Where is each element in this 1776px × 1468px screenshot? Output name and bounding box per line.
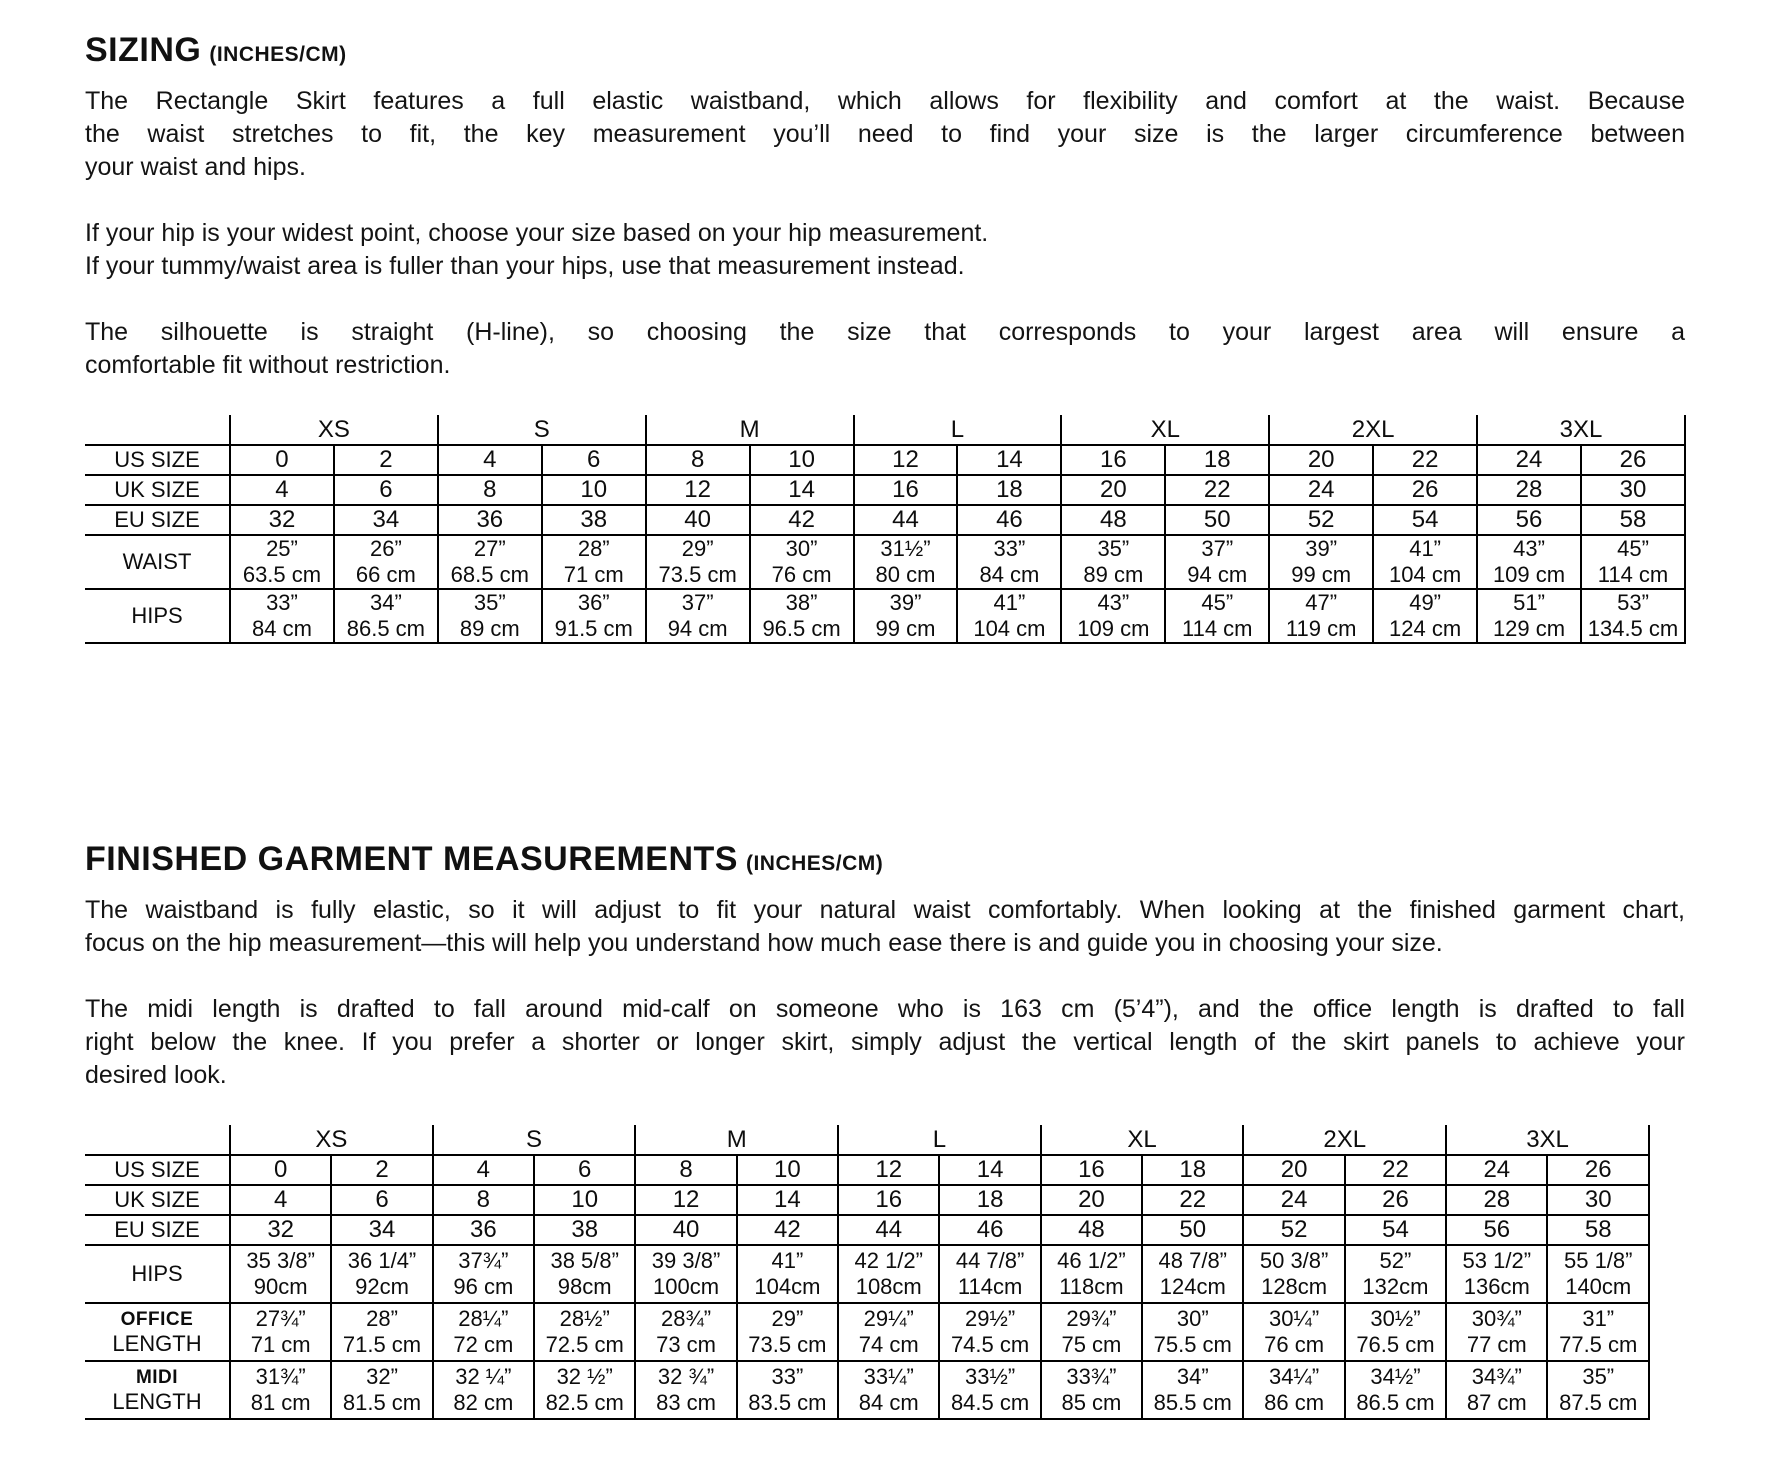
measurement-cell: 30” 76 cm [750, 535, 854, 589]
measurement-cell: 37¾” 96 cm [433, 1245, 534, 1303]
measurement-cell: 18 [957, 475, 1061, 505]
measurement-cell: 26 [1547, 1155, 1649, 1185]
measurement-cell: 38” 96.5 cm [750, 589, 854, 643]
measurement-cell: 14 [750, 475, 854, 505]
measurement-cell: 26” 66 cm [334, 535, 438, 589]
measurement-cell: 20 [1269, 445, 1373, 475]
table-corner-cell [85, 415, 230, 445]
measurement-cell: 24 [1477, 445, 1581, 475]
finished-paragraph-1 [85, 894, 1685, 960]
size-group-label: 3XL [1477, 415, 1685, 445]
measurement-cell: 58 [1547, 1215, 1649, 1245]
size-group-label: XL [1061, 415, 1269, 445]
measurement-cell: 10 [737, 1155, 838, 1185]
measurement-cell: 16 [838, 1185, 939, 1215]
measurement-cell: 58 [1581, 505, 1685, 535]
size-group-label: M [635, 1125, 838, 1155]
measurement-cell: 24 [1243, 1185, 1344, 1215]
measurement-cell: 25” 63.5 cm [230, 535, 334, 589]
size-group-label: 2XL [1269, 415, 1477, 445]
measurement-cell: 29” 73.5 cm [737, 1303, 838, 1361]
measurement-cell: 10 [542, 475, 646, 505]
measurement-cell: 33” 83.5 cm [737, 1361, 838, 1419]
row-label: US SIZE [85, 1155, 230, 1185]
measurement-cell: 48 [1041, 1215, 1142, 1245]
sizing-title: SIZING [85, 31, 202, 69]
body-measurement-table [85, 415, 1776, 644]
measurement-cell: 4 [230, 1185, 331, 1215]
measurement-cell: 56 [1477, 505, 1581, 535]
measurement-cell: 42 [737, 1215, 838, 1245]
measurement-cell: 33” 84 cm [957, 535, 1061, 589]
paragraph-line: The Rectangle Skirt features a full elastic waistband, which allows for flexibility and comfort at the waist. Because [85, 87, 1685, 115]
measurement-cell: 28¼” 72 cm [433, 1303, 534, 1361]
measurement-cell: 14 [939, 1155, 1040, 1185]
measurement-cell: 29” 73.5 cm [646, 535, 750, 589]
measurement-cell: 16 [854, 475, 958, 505]
measurement-cell: 52 [1269, 505, 1373, 535]
size-group-label: XL [1041, 1125, 1244, 1155]
measurement-cell: 47” 119 cm [1269, 589, 1373, 643]
measurement-cell: 28¾” 73 cm [635, 1303, 736, 1361]
finished-paragraph-2 [85, 993, 1685, 1092]
measurement-cell: 22 [1142, 1185, 1243, 1215]
size-group-label: S [433, 1125, 636, 1155]
measurement-cell: 28” 71.5 cm [331, 1303, 432, 1361]
measurement-cell: 20 [1243, 1155, 1344, 1185]
measurement-cell: 41” 104 cm [957, 589, 1061, 643]
measurement-cell: 34 [334, 505, 438, 535]
row-label: OFFICE LENGTH [85, 1303, 230, 1361]
row-label: US SIZE [85, 445, 230, 475]
measurement-cell: 18 [1142, 1155, 1243, 1185]
measurement-cell: 42 [750, 505, 854, 535]
sizing-paragraph-3 [85, 316, 1685, 382]
measurement-cell: 29¼” 74 cm [838, 1303, 939, 1361]
measurement-cell: 35” 89 cm [1061, 535, 1165, 589]
measurement-cell: 50 [1165, 505, 1269, 535]
measurement-cell: 4 [230, 475, 334, 505]
measurement-cell: 28½” 72.5 cm [534, 1303, 635, 1361]
measurement-cell: 56 [1446, 1215, 1547, 1245]
measurement-cell: 34” 85.5 cm [1142, 1361, 1243, 1419]
paragraph-line: right below the knee. If you prefer a shorter or longer skirt, simply adjust the vertical length of the skirt panels to achieve your [85, 1028, 1685, 1056]
paragraph-line: desired look. [85, 1061, 227, 1089]
size-group-label: XS [230, 1125, 433, 1155]
measurement-cell: 33¼” 84 cm [838, 1361, 939, 1419]
measurement-cell: 28 [1446, 1185, 1547, 1215]
measurement-cell: 24 [1269, 475, 1373, 505]
measurement-cell: 26 [1345, 1185, 1446, 1215]
measurement-cell: 34¾” 87 cm [1446, 1361, 1547, 1419]
sizing-title-units: (INCHES/CM) [209, 43, 347, 66]
measurement-cell: 54 [1345, 1215, 1446, 1245]
measurement-cell: 52 [1243, 1215, 1344, 1245]
measurement-cell: 41” 104 cm [1373, 535, 1477, 589]
measurement-cell: 42 1/2” 108cm [838, 1245, 939, 1303]
measurement-cell: 2 [331, 1155, 432, 1185]
measurement-cell: 16 [1061, 445, 1165, 475]
measurement-cell: 41” 104cm [737, 1245, 838, 1303]
measurement-cell: 31½” 80 cm [854, 535, 958, 589]
measurement-cell: 30 [1547, 1185, 1649, 1215]
measurement-cell: 53” 134.5 cm [1581, 589, 1685, 643]
measurement-cell: 0 [230, 1155, 331, 1185]
measurement-cell: 33” 84 cm [230, 589, 334, 643]
finished-garment-title-units: (INCHES/CM) [745, 852, 884, 875]
measurement-cell: 45” 114 cm [1581, 535, 1685, 589]
measurement-cell: 32 ¾” 83 cm [635, 1361, 736, 1419]
measurement-cell: 37” 94 cm [646, 589, 750, 643]
measurement-cell: 8 [438, 475, 542, 505]
measurement-cell: 28 [1477, 475, 1581, 505]
measurement-cell: 24 [1446, 1155, 1547, 1185]
measurement-cell: 48 [1061, 505, 1165, 535]
measurement-cell: 32 [230, 1215, 331, 1245]
measurement-cell: 34 [331, 1215, 432, 1245]
measurement-cell: 39” 99 cm [1269, 535, 1373, 589]
measurement-cell: 38 [542, 505, 646, 535]
measurement-cell: 51” 129 cm [1477, 589, 1581, 643]
row-label: UK SIZE [85, 1185, 230, 1215]
measurement-cell: 27¾” 71 cm [230, 1303, 331, 1361]
measurement-cell: 31” 77.5 cm [1547, 1303, 1649, 1361]
paragraph-line: If your hip is your widest point, choose your size based on your hip measurement. [85, 219, 989, 247]
measurement-cell: 54 [1373, 505, 1477, 535]
row-label: UK SIZE [85, 475, 230, 505]
row-label: EU SIZE [85, 505, 230, 535]
measurement-cell: 29¾” 75 cm [1041, 1303, 1142, 1361]
measurement-cell: 40 [635, 1215, 736, 1245]
measurement-cell: 30¾” 77 cm [1446, 1303, 1547, 1361]
measurement-cell: 12 [854, 445, 958, 475]
sizing-heading [85, 30, 1776, 75]
measurement-cell: 35 3/8” 90cm [230, 1245, 331, 1303]
size-group-label: S [438, 415, 646, 445]
row-label: WAIST [85, 535, 230, 589]
measurement-cell: 40 [646, 505, 750, 535]
measurement-cell: 4 [433, 1155, 534, 1185]
measurement-cell: 34¼” 86 cm [1243, 1361, 1344, 1419]
measurement-cell: 38 [534, 1215, 635, 1245]
measurement-cell: 6 [534, 1155, 635, 1185]
paragraph-line: The silhouette is straight (H-line), so choosing the size that corresponds to your largest area will ensure a [85, 318, 1685, 346]
row-label: HIPS [85, 589, 230, 643]
measurement-cell: 43” 109 cm [1477, 535, 1581, 589]
paragraph-line: If your tummy/waist area is fuller than your hips, use that measurement instead. [85, 252, 965, 280]
paragraph-line: comfortable fit without restriction. [85, 351, 451, 379]
finished-garment-title: FINISHED GARMENT MEASUREMENTS [85, 840, 738, 878]
measurement-cell: 6 [334, 475, 438, 505]
measurement-cell: 20 [1041, 1185, 1142, 1215]
measurement-cell: 55 1/8” 140cm [1547, 1245, 1649, 1303]
measurement-cell: 46 [957, 505, 1061, 535]
measurement-cell: 31¾” 81 cm [230, 1361, 331, 1419]
measurement-cell: 10 [534, 1185, 635, 1215]
sizing-paragraph-2 [85, 217, 1685, 283]
measurement-cell: 43” 109 cm [1061, 589, 1165, 643]
measurement-cell: 36 1/4” 92cm [331, 1245, 432, 1303]
measurement-cell: 2 [334, 445, 438, 475]
measurement-cell: 48 7/8” 124cm [1142, 1245, 1243, 1303]
measurement-cell: 35” 87.5 cm [1547, 1361, 1649, 1419]
sizing-paragraph-1 [85, 85, 1685, 184]
measurement-cell: 32 ½” 82.5 cm [534, 1361, 635, 1419]
measurement-cell: 22 [1345, 1155, 1446, 1185]
measurement-cell: 22 [1165, 475, 1269, 505]
measurement-cell: 16 [1041, 1155, 1142, 1185]
measurement-cell: 36 [438, 505, 542, 535]
paragraph-line: The midi length is drafted to fall around mid-calf on someone who is 163 cm (5’4”), and the office length is drafted to fall [85, 995, 1685, 1023]
size-group-label: XS [230, 415, 438, 445]
paragraph-line: focus on the hip measurement—this will help you understand how much ease there is and guide you in choosing your size. [85, 929, 1443, 957]
measurement-cell: 6 [542, 445, 646, 475]
measurement-cell: 26 [1373, 475, 1477, 505]
measurement-cell: 14 [737, 1185, 838, 1215]
measurement-cell: 33½” 84.5 cm [939, 1361, 1040, 1419]
measurement-cell: 45” 114 cm [1165, 589, 1269, 643]
measurement-cell: 27” 68.5 cm [438, 535, 542, 589]
measurement-cell: 22 [1373, 445, 1477, 475]
measurement-cell: 49” 124 cm [1373, 589, 1477, 643]
measurement-cell: 14 [957, 445, 1061, 475]
measurement-cell: 30” 75.5 cm [1142, 1303, 1243, 1361]
row-label: MIDI LENGTH [85, 1361, 230, 1419]
measurement-cell: 44 7/8” 114cm [939, 1245, 1040, 1303]
finished-garment-table [85, 1125, 1776, 1420]
measurement-cell: 32 ¼” 82 cm [433, 1361, 534, 1419]
measurement-cell: 36” 91.5 cm [542, 589, 646, 643]
measurement-cell: 39” 99 cm [854, 589, 958, 643]
measurement-cell: 30¼” 76 cm [1243, 1303, 1344, 1361]
measurement-cell: 32” 81.5 cm [331, 1361, 432, 1419]
measurement-cell: 52” 132cm [1345, 1245, 1446, 1303]
measurement-cell: 26 [1581, 445, 1685, 475]
measurement-cell: 12 [838, 1155, 939, 1185]
measurement-cell: 38 5/8” 98cm [534, 1245, 635, 1303]
measurement-cell: 46 [939, 1215, 1040, 1245]
measurement-cell: 39 3/8” 100cm [635, 1245, 736, 1303]
size-group-label: L [838, 1125, 1041, 1155]
row-label: HIPS [85, 1245, 230, 1303]
measurement-cell: 46 1/2” 118cm [1041, 1245, 1142, 1303]
measurement-cell: 35” 89 cm [438, 589, 542, 643]
measurement-cell: 34½” 86.5 cm [1345, 1361, 1446, 1419]
measurement-cell: 29½” 74.5 cm [939, 1303, 1040, 1361]
measurement-cell: 10 [750, 445, 854, 475]
size-chart [85, 415, 1686, 644]
size-group-label: 3XL [1446, 1125, 1649, 1155]
measurement-cell: 0 [230, 445, 334, 475]
measurement-cell: 44 [854, 505, 958, 535]
measurement-cell: 18 [1165, 445, 1269, 475]
size-group-label: 2XL [1243, 1125, 1446, 1155]
measurement-cell: 20 [1061, 475, 1165, 505]
measurement-cell: 4 [438, 445, 542, 475]
measurement-cell: 18 [939, 1185, 1040, 1215]
measurement-cell: 53 1/2” 136cm [1446, 1245, 1547, 1303]
measurement-cell: 34” 86.5 cm [334, 589, 438, 643]
measurement-cell: 50 3/8” 128cm [1243, 1245, 1344, 1303]
finished-garment-heading [85, 839, 1776, 884]
measurement-cell: 30½” 76.5 cm [1345, 1303, 1446, 1361]
measurement-cell: 44 [838, 1215, 939, 1245]
measurement-cell: 12 [635, 1185, 736, 1215]
measurement-cell: 33¾” 85 cm [1041, 1361, 1142, 1419]
size-chart [85, 1125, 1650, 1420]
paragraph-line: your waist and hips. [85, 153, 306, 181]
finished-garment-section [85, 839, 1776, 1420]
measurement-cell: 6 [331, 1185, 432, 1215]
measurement-cell: 37” 94 cm [1165, 535, 1269, 589]
row-label: EU SIZE [85, 1215, 230, 1245]
measurement-cell: 50 [1142, 1215, 1243, 1245]
size-group-label: L [854, 415, 1062, 445]
measurement-cell: 8 [635, 1155, 736, 1185]
size-group-label: M [646, 415, 854, 445]
sizing-section [85, 30, 1776, 644]
paragraph-line: The waistband is fully elastic, so it will adjust to fit your natural waist comfortably. When looking at the finished garment chart, [85, 896, 1685, 924]
measurement-cell: 32 [230, 505, 334, 535]
measurement-cell: 28” 71 cm [542, 535, 646, 589]
table-corner-cell [85, 1125, 230, 1155]
measurement-cell: 8 [433, 1185, 534, 1215]
paragraph-line: the waist stretches to fit, the key measurement you’ll need to find your size is the larger circumference between [85, 120, 1685, 148]
measurement-cell: 30 [1581, 475, 1685, 505]
measurement-cell: 36 [433, 1215, 534, 1245]
measurement-cell: 12 [646, 475, 750, 505]
measurement-cell: 8 [646, 445, 750, 475]
